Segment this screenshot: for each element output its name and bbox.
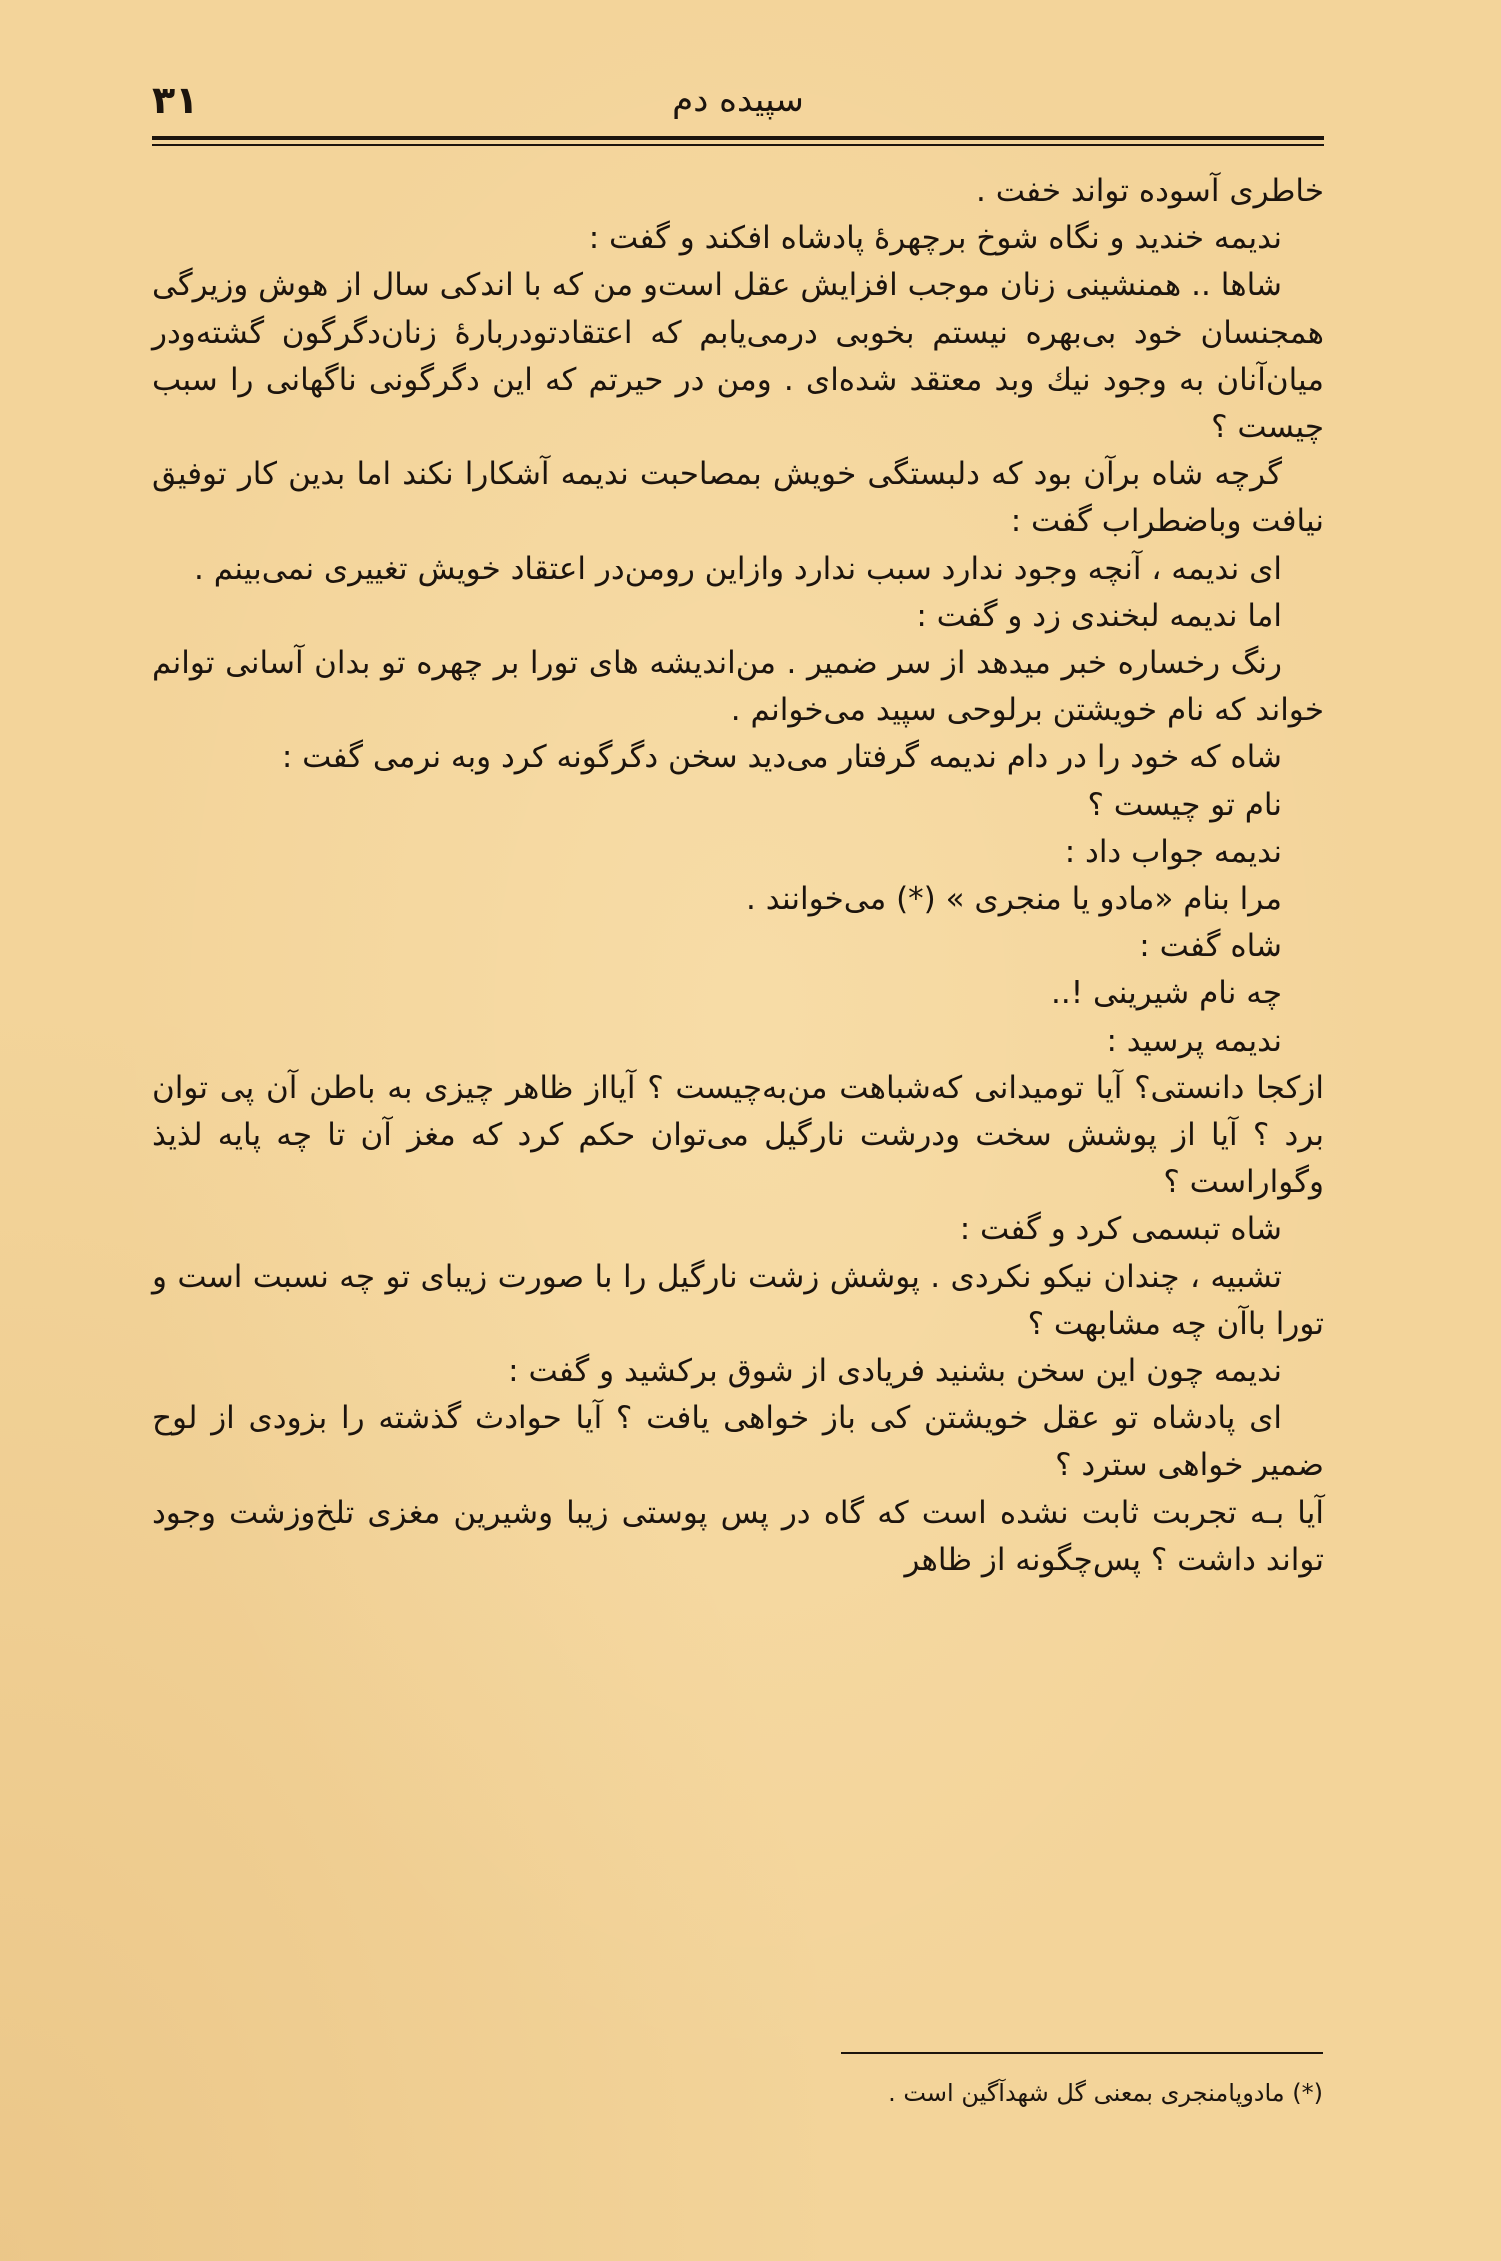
header-rule-thin	[152, 144, 1324, 146]
body-text	[152, 168, 1324, 1584]
header-rule-thick	[152, 136, 1324, 140]
paragraph: ای ندیمه ، آنچه وجود ندارد سبب ندارد وازاین رومن‌در اعتقاد خویش تغییری نمی‌بینم .	[194, 550, 1282, 587]
page-number: ۳۱	[152, 78, 199, 122]
dialog-line: مرا بنام «مادو یا منجری » (*) می‌خوانند .	[746, 881, 1282, 918]
paragraph: رنگ رخساره خبر میدهد از سر ضمیر . من‌اندیشه های تورا بر چهره تو بدان آسانی توانم خواند که نام خویشتن برلوحی سپید می‌خوانم .	[152, 645, 1324, 729]
paragraph: شاه که خود را در دام ندیمه گرفتار می‌دید سخن دگرگونه کرد وبه نرمی گفت :	[281, 739, 1282, 776]
paragraph: ندیمه چون این سخن بشنید فریادی از شوق برکشید و گفت :	[508, 1353, 1282, 1390]
paragraph: تشبیه ، چندان نیکو نکردی . پوشش زشت نارگیل را با صورت زیبای تو چه نسبت است و تورا باآن چه مشابهت ؟	[152, 1258, 1324, 1342]
paragraph: اما ندیمه لبخندی زد و گفت :	[916, 597, 1282, 634]
paragraph: ندیمه خندید و نگاه شوخ برچهرهٔ پادشاه افکند و گفت :	[588, 220, 1282, 257]
paragraph: آیا بـه تجربت ثابت نشده است که گاه در پس پوستی زیبا وشیرین مغزی تلخ‌وزشت وجود تواند داشت ؟ پس‌چگونه از ظاهر	[152, 1494, 1324, 1578]
footnote-rule	[841, 2052, 1323, 2054]
running-title: سپیده دم	[672, 80, 804, 120]
dialog-line: نام تو چیست ؟	[1087, 786, 1282, 823]
footnote: (*) مادوپامنجری بمعنی گل شهدآگین است .	[888, 2079, 1323, 2107]
dialog-line: ندیمه پرسید :	[1106, 1022, 1282, 1059]
paragraph: خاطری آسوده تواند خفت .	[975, 173, 1324, 209]
paragraph: شاه تبسمی کرد و گفت :	[959, 1211, 1282, 1248]
dialog-line: ندیمه جواب داد :	[1064, 833, 1282, 870]
paragraph: شاها .. همنشینی زنان موجب افزایش عقل است‌و من که با اندکی سال از هوش وزیرگی همجنسان خود بی‌بهره نیستم بخوبی درمی‌یابم که اعتقادتودربارهٔ زنان‌دگرگون گشته‌ودر میان‌آنان به وجود نیك وبد معتقد شده‌ای . ومن در حیرتم که این دگرگونی ناگهانی را سبب چیست ؟	[152, 267, 1324, 446]
paragraph: ازکجا دانستی؟ آیا تومیدانی که‌شباهت من‌به‌چیست ؟ آیااز ظاهر چیزی به باطن آن پی توان برد ؟ آیا از پوشش سخت ودرشت نارگیل می‌توان حکم کرد که مغز آن تا چه پایه لذیذ وگواراست ؟	[152, 1069, 1324, 1201]
dialog-line: شاه گفت :	[1139, 928, 1282, 965]
paragraph: گرچه شاه برآن بود که دلبستگی خویش بمصاحبت ندیمه آشکارا نکند اما بدین کار توفیق نیافت وباضطراب گفت :	[152, 456, 1324, 540]
page-header	[152, 72, 1324, 132]
paragraph: ای پادشاه تو عقل خویشتن کی باز خواهی یافت ؟ آیا حوادث گذشته را بزودی از لوح ضمیر خواهی سترد ؟	[152, 1400, 1324, 1484]
dialog-line: چه نام شیرینی !..	[1050, 975, 1282, 1012]
